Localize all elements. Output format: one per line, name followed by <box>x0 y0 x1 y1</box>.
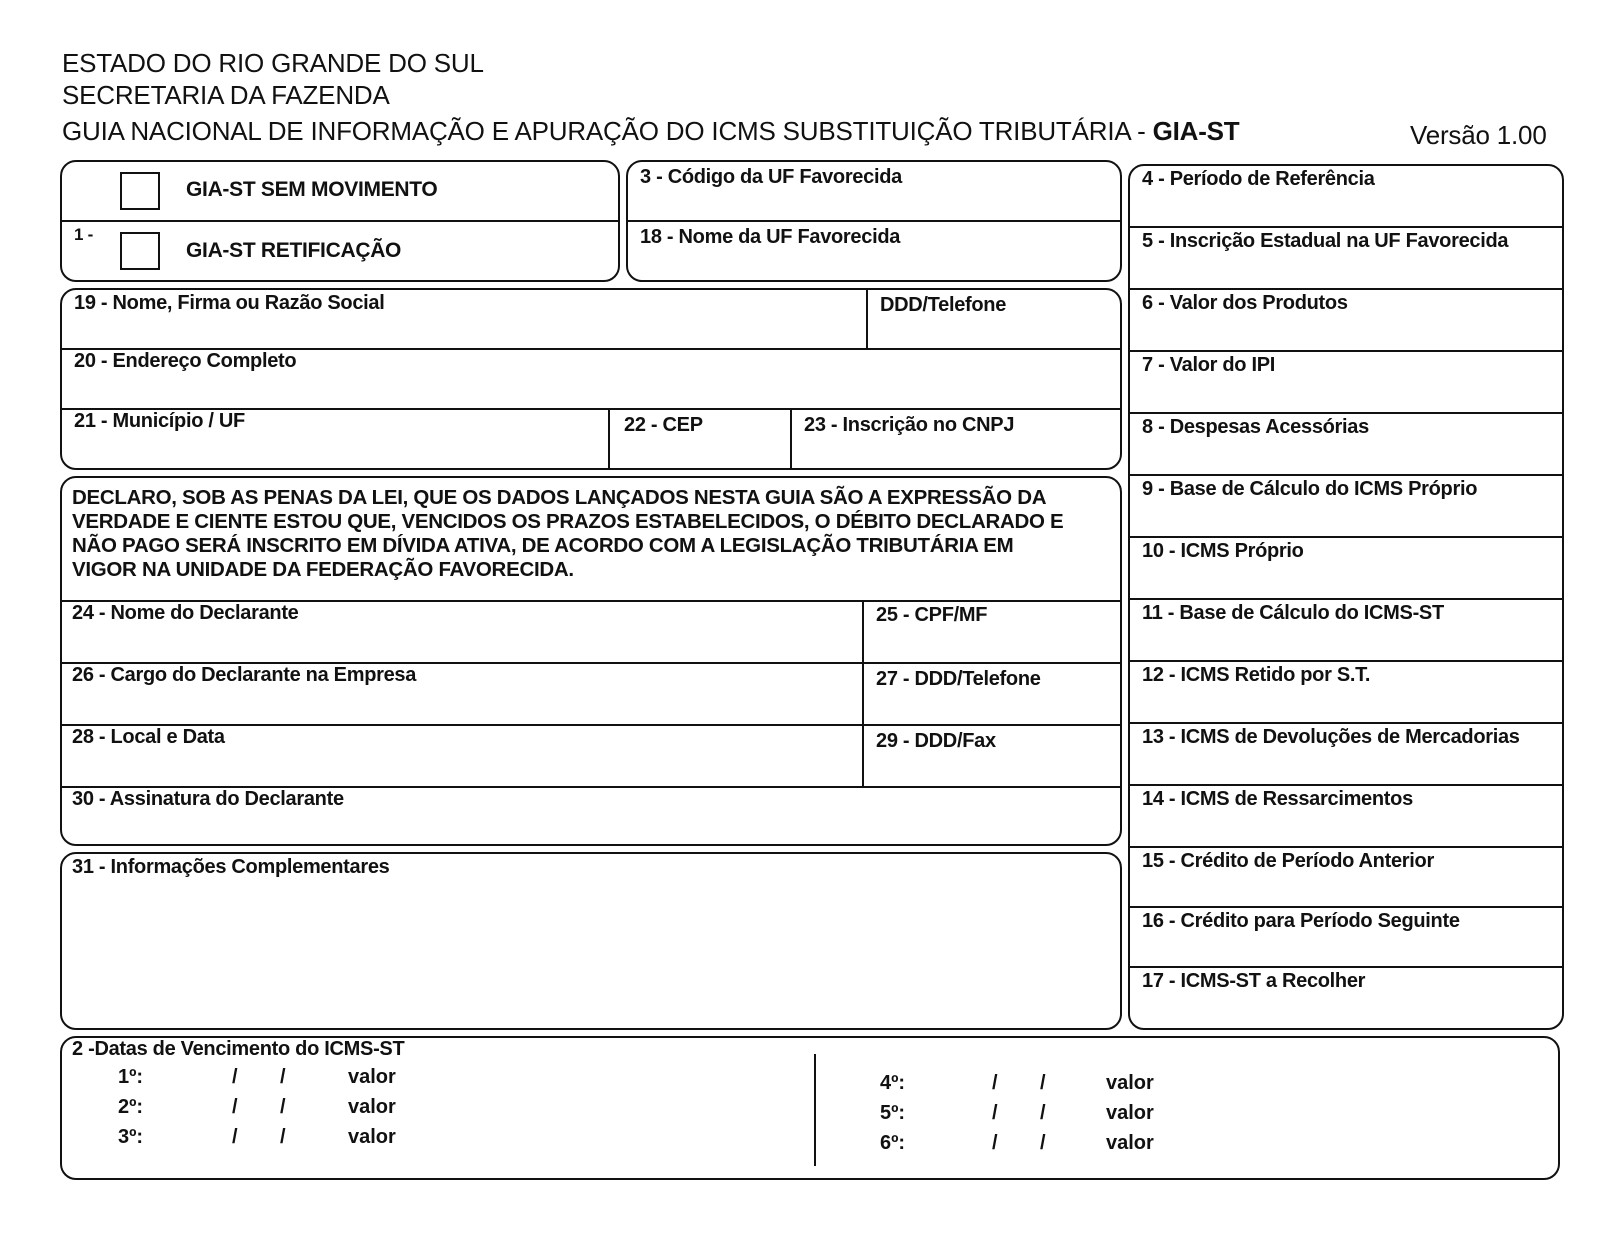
installment-label: 1º: <box>118 1066 144 1088</box>
field-12-icms-withheld[interactable]: 12 - ICMS Retido por S.T. <box>1142 664 1371 686</box>
due-date-row[interactable] <box>62 1126 802 1150</box>
date-slash: / <box>280 1066 286 1088</box>
field-16-next-credit[interactable]: 16 - Crédito para Período Seguinte <box>1142 910 1460 932</box>
field-18-uf-name[interactable]: 18 - Nome da UF Favorecida <box>640 226 901 248</box>
due-date-row[interactable] <box>62 1096 802 1120</box>
value-label: valor <box>348 1066 396 1088</box>
field-13-icms-returns[interactable]: 13 - ICMS de Devoluções de Mercadorias <box>1142 726 1520 748</box>
field-5-state-registration[interactable]: 5 - Inscrição Estadual na UF Favorecida <box>1142 230 1509 252</box>
rectification-label: GIA-ST RETIFICAÇÃO <box>186 239 402 262</box>
field-14-icms-refunds[interactable]: 14 - ICMS de Ressarcimentos <box>1142 788 1413 810</box>
field-phone[interactable]: DDD/Telefone <box>880 294 1007 316</box>
date-slash: / <box>280 1096 286 1118</box>
field-7-ipi-value[interactable]: 7 - Valor do IPI <box>1142 354 1276 376</box>
divider <box>862 600 864 786</box>
field-20-address[interactable]: 20 - Endereço Completo <box>74 350 297 372</box>
divider <box>62 220 618 222</box>
divider <box>1130 660 1562 662</box>
divider <box>1130 412 1562 414</box>
value-label: valor <box>348 1096 396 1118</box>
date-slash: / <box>992 1072 998 1094</box>
field-30-signature[interactable]: 30 - Assinatura do Declarante <box>72 788 344 810</box>
field-10-icms-own[interactable]: 10 - ICMS Próprio <box>1142 540 1304 562</box>
field-19-company-name[interactable]: 19 - Nome, Firma ou Razão Social <box>74 292 385 314</box>
due-dates-box <box>60 1036 1560 1180</box>
form-code: GIA-ST <box>1152 116 1240 146</box>
value-label: valor <box>1106 1132 1154 1154</box>
field-4-reference-period[interactable]: 4 - Período de Referência <box>1142 168 1375 190</box>
field-15-previous-credit[interactable]: 15 - Crédito de Período Anterior <box>1142 850 1434 872</box>
date-slash: / <box>232 1066 238 1088</box>
field-24-declarant-name[interactable]: 24 - Nome do Declarante <box>72 602 299 624</box>
divider <box>1130 288 1562 290</box>
divider <box>1130 474 1562 476</box>
installment-label: 5º: <box>880 1102 906 1124</box>
field-17-icms-st-due[interactable]: 17 - ICMS-ST a Recolher <box>1142 970 1366 992</box>
field-26-declarant-role[interactable]: 26 - Cargo do Declarante na Empresa <box>72 664 417 686</box>
due-date-row[interactable] <box>822 1132 1542 1156</box>
due-date-row[interactable] <box>62 1066 802 1090</box>
divider <box>1130 784 1562 786</box>
due-date-row[interactable] <box>822 1102 1542 1126</box>
divider <box>814 1054 816 1166</box>
field-1-number: 1 - <box>74 225 93 244</box>
field-31-complementary-info[interactable]: 31 - Informações Complementares <box>72 856 390 878</box>
installment-label: 2º: <box>118 1096 144 1118</box>
divider <box>608 408 610 470</box>
field-27-phone[interactable]: 27 - DDD/Telefone <box>876 668 1041 690</box>
rectification-checkbox[interactable] <box>120 232 160 270</box>
date-slash: / <box>232 1126 238 1148</box>
divider <box>1130 906 1562 908</box>
field-2-due-dates-title: 2 -Datas de Vencimento do ICMS-ST <box>72 1038 405 1060</box>
installment-label: 4º: <box>880 1072 906 1094</box>
complementary-info-box <box>60 852 1122 1030</box>
form-version: Versão 1.00 <box>1410 120 1547 150</box>
field-6-product-value[interactable]: 6 - Valor dos Produtos <box>1142 292 1348 314</box>
value-label: valor <box>1106 1102 1154 1124</box>
divider <box>1130 536 1562 538</box>
due-date-row[interactable] <box>822 1072 1542 1096</box>
divider <box>1130 846 1562 848</box>
declaration-box <box>60 476 1122 846</box>
date-slash: / <box>992 1132 998 1154</box>
divider <box>1130 350 1562 352</box>
divider <box>1130 722 1562 724</box>
divider <box>628 220 1120 222</box>
field-11-icms-st-base[interactable]: 11 - Base de Cálculo do ICMS-ST <box>1142 602 1444 624</box>
divider <box>1130 966 1562 968</box>
field-3-uf-code[interactable]: 3 - Código da UF Favorecida <box>640 166 902 188</box>
company-box <box>60 288 1122 470</box>
field-22-cep[interactable]: 22 - CEP <box>624 414 703 436</box>
date-slash: / <box>1040 1102 1046 1124</box>
field-21-city[interactable]: 21 - Município / UF <box>74 410 245 432</box>
date-slash: / <box>992 1102 998 1124</box>
uf-box <box>626 160 1122 282</box>
field-28-place-date[interactable]: 28 - Local e Data <box>72 726 225 748</box>
field-29-fax[interactable]: 29 - DDD/Fax <box>876 730 996 752</box>
date-slash: / <box>232 1096 238 1118</box>
gia-type-box <box>60 160 620 282</box>
date-slash: / <box>280 1126 286 1148</box>
divider <box>1130 598 1562 600</box>
divider <box>790 408 792 470</box>
divider <box>1130 226 1562 228</box>
date-slash: / <box>1040 1132 1046 1154</box>
state-title: ESTADO DO RIO GRANDE DO SUL <box>62 48 484 78</box>
values-box <box>1128 164 1564 1030</box>
value-label: valor <box>348 1126 396 1148</box>
department-title: SECRETARIA DA FAZENDA <box>62 80 390 110</box>
no-movement-label: GIA-ST SEM MOVIMENTO <box>186 178 438 201</box>
field-9-icms-base[interactable]: 9 - Base de Cálculo do ICMS Próprio <box>1142 478 1478 500</box>
value-label: valor <box>1106 1072 1154 1094</box>
installment-label: 6º: <box>880 1132 906 1154</box>
field-8-accessory-expenses[interactable]: 8 - Despesas Acessórias <box>1142 416 1369 438</box>
no-movement-checkbox[interactable] <box>120 172 160 210</box>
field-25-cpf[interactable]: 25 - CPF/MF <box>876 604 988 626</box>
divider <box>866 290 868 348</box>
date-slash: / <box>1040 1072 1046 1094</box>
declaration-text: DECLARO, SOB AS PENAS DA LEI, QUE OS DADOS LANÇADOS NESTA GUIA SÃO A EXPRESSÃO DA VERDADE E CIENTE ESTOU QUE, VENCIDOS OS PRAZOS ESTABELECIDOS, O DÉBITO DECLARADO E NÃO PAGO SERÁ INSCRITO EM DÍVIDA ATIVA, DE ACORDO COM A LEGISLAÇÃO TRIBUTÁRIA EM VIGOR NA UNIDADE DA FEDERAÇÃO FAVORECIDA. <box>72 486 1064 581</box>
field-23-cnpj[interactable]: 23 - Inscrição no CNPJ <box>804 414 1015 436</box>
form-title <box>62 116 1239 146</box>
form-title-text: GUIA NACIONAL DE INFORMAÇÃO E APURAÇÃO DO ICMS SUBSTITUIÇÃO TRIBUTÁRIA - <box>62 116 1146 146</box>
installment-label: 3º: <box>118 1126 144 1148</box>
